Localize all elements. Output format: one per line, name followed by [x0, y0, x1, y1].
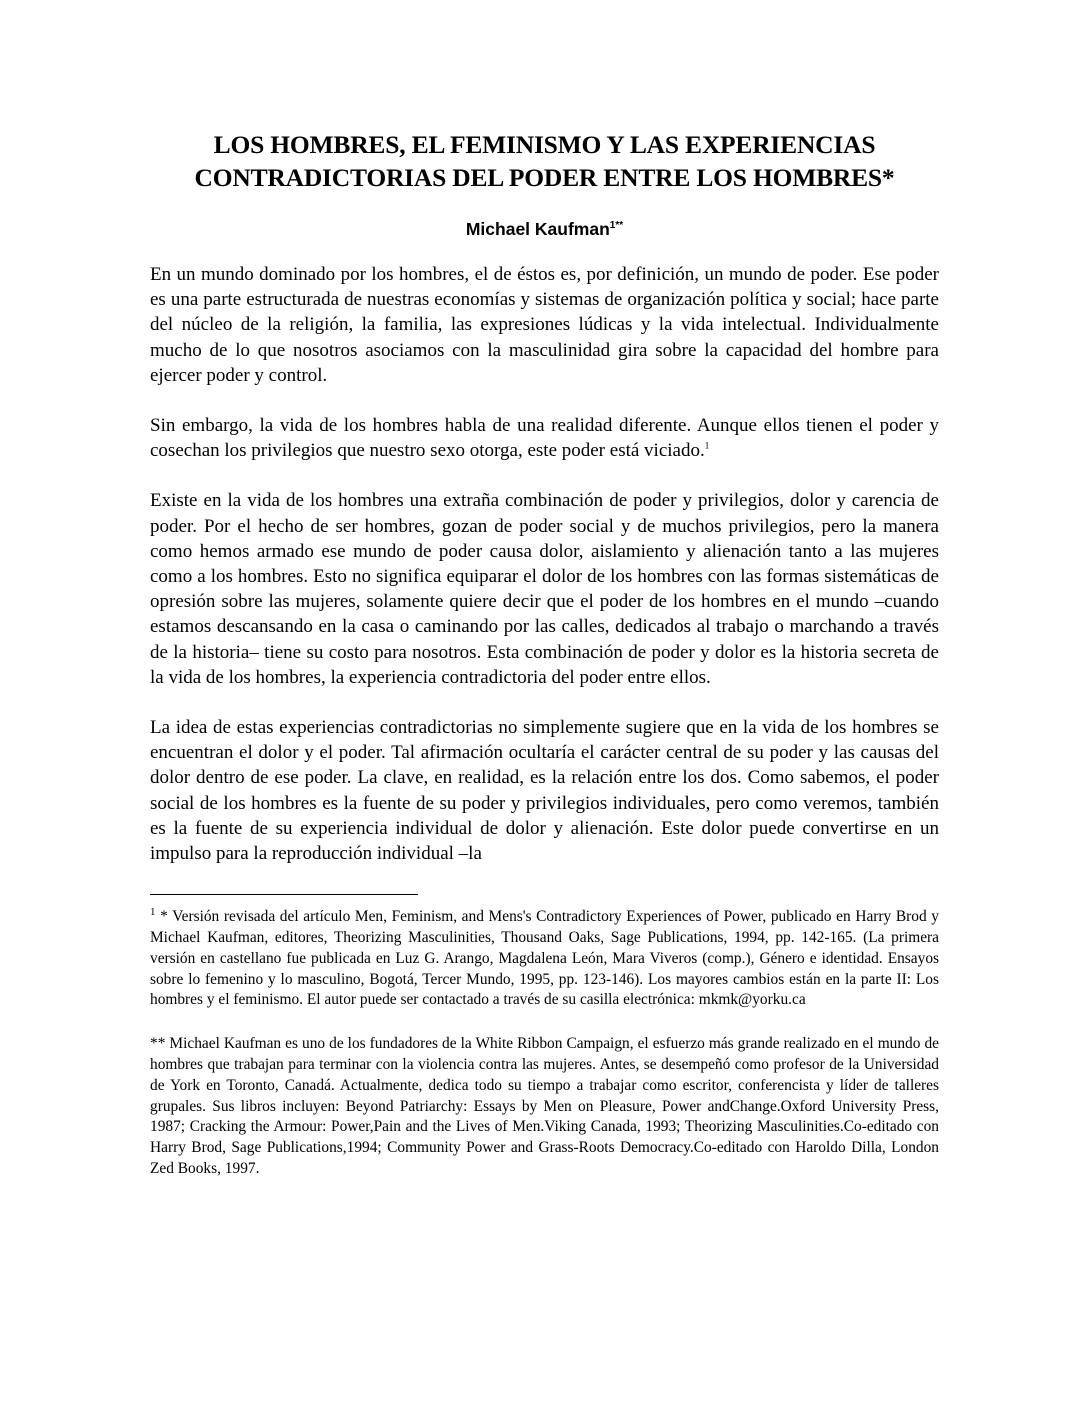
- footnote-1: [150, 907, 939, 1011]
- document-title: LOS HOMBRES, EL FEMINISMO Y LAS EXPERIENCIAS CONTRADICTORIAS DEL PODER ENTRE LOS HOMBRES*: [194, 130, 895, 192]
- author-line: [150, 218, 939, 240]
- document-page: [150, 128, 939, 1180]
- footnote-1-mark: 1: [150, 906, 156, 919]
- footnote-reference[interactable]: 1: [704, 440, 710, 451]
- body-paragraph-3: Existe en la vida de los hombres una extraña combinación de poder y privilegios, dolor y carencia de poder. Por el hecho de ser hombres, gozan de poder social y de muchos privilegios, pero la manera como hemos armado ese mundo de poder causa dolor, aislamiento y alienación tanto a las mujeres como a los hombres. Esto no significa equiparar el dolor de los hombres con las formas sistemáticas de opresión sobre las mujeres, solamente quiere decir que el poder de los hombres en el mundo –cuando estamos descansando en la casa o caminando por las calles, dedicados al trabajo o marchando a través de la historia– tiene su costo para nosotros. Esta combinación de poder y dolor es la historia secreta de la vida de los hombres, la experiencia contradictoria del poder entre ellos.: [150, 490, 939, 688]
- footnote-1-text: * Versión revisada del artículo Men, Feminism, and Mens's Contradictory Experiences of Power, publicado en Harry Brod y Michael Kaufman, editores, Theorizing Masculinities, Thousand Oaks, Sage Publications, 1994, pp. 142-165. (La primera versión en castellano fue publicada en Luz G. Arango, Magdalena León, Mara Viveros (comp.), Género e identidad. Ensayos sobre lo femenino y lo masculino, Bogotá, Tercer Mundo, 1995, pp. 123-146). Los mayores cambios están en la parte II: Los hombres y el feminismo. El autor puede ser contactado a través de su casilla electrónica: mkmk@yorku.ca: [150, 908, 939, 1009]
- body-paragraph-4: La idea de estas experiencias contradictorias no simplemente sugiere que en la vida de los hombres se encuentran el dolor y el poder. Tal afirmación ocultaría el carácter central de su poder y las causas del dolor dentro de ese poder. La clave, en realidad, es la relación entre los dos. Como sabemos, el poder social de los hombres es la fuente de su poder y privilegios individuales, pero como veremos, también es la fuente de su experiencia individual de dolor y alienación. Este dolor puede convertirse en un impulso para la reproducción individual –la: [150, 717, 939, 865]
- footnote-2: [150, 1034, 939, 1180]
- footnote-2-text: ** Michael Kaufman es uno de los fundadores de la White Ribbon Campaign, el esfuerzo más grande realizado en el mundo de hombres que trabajan para terminar con la violencia contra las mujeres. Antes, se desempeñó como profesor de la Universidad de York en Toronto, Canadá. Actualmente, dedica todo su tiempo a trabajar como escritor, conferencista y líder de talleres grupales. Sus libros incluyen: Beyond Patriarchy: Essays by Men on Pleasure, Power andChange.Oxford University Press, 1987; Cracking the Armour: Power,Pain and the Lives of Men.Viking Canada, 1993; Theorizing Masculinities.Co-editado con Harry Brod, Sage Publications,1994; Community Power and Grass-Roots Democracy.Co-editado con Haroldo Dilla, London Zed Books, 1997.: [150, 1035, 939, 1178]
- author-name: Michael Kaufman: [465, 219, 610, 239]
- body-paragraph-2-text: Sin embargo, la vida de los hombres habla de una realidad diferente. Aunque ellos tienen el poder y cosechan los privilegios que nuestro sexo otorga, este poder está viciado.: [150, 415, 939, 462]
- footnote-separator: [150, 894, 418, 895]
- body-paragraph-2: [150, 413, 939, 463]
- body-paragraph-1: En un mundo dominado por los hombres, el de éstos es, por definición, un mundo de poder. Ese poder es una parte estructurada de nuestras economías y sistemas de organización política y social; hace parte del núcleo de la religión, la familia, las expresiones lúdicas y la vida intelectual. Individualmente mucho de lo que nosotros asociamos con la masculinidad gira sobre la capacidad del hombre para ejercer poder y control.: [150, 264, 939, 386]
- author-footnote-mark: 1**: [609, 220, 624, 232]
